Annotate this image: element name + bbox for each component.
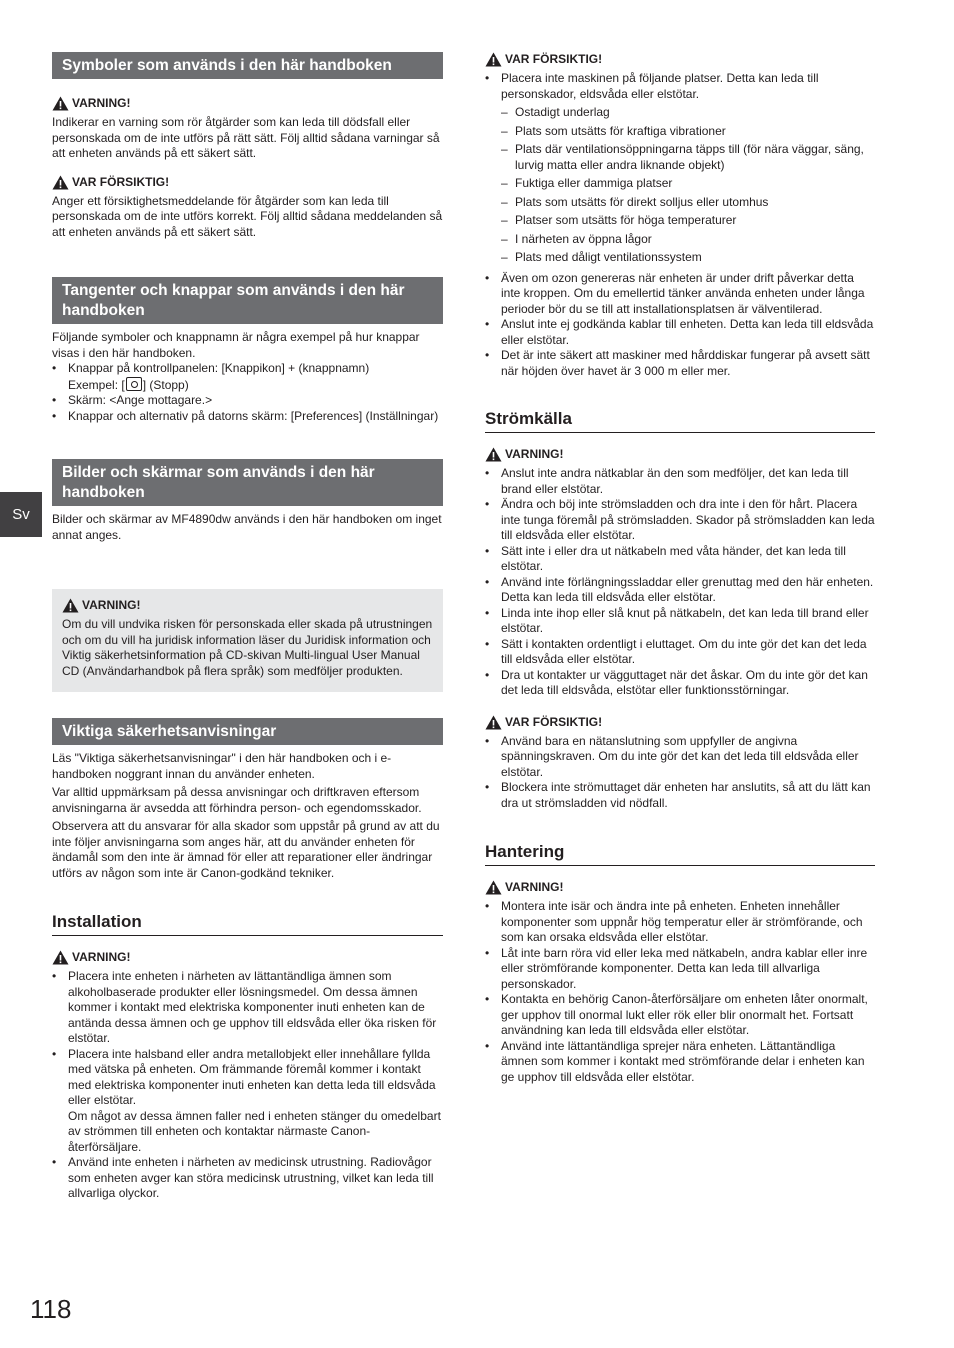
- list-item: – Plats med dåligt ventilationssystem: [501, 250, 875, 266]
- power-warning-list: [485, 466, 875, 699]
- location-list: [485, 105, 875, 266]
- section-heading-safety: Viktiga säkerhetsanvisningar: [52, 718, 443, 745]
- list-item: • Ändra och böj inte strömsladden och dra inte i den för hårt. Placera inte tunga föremål på strömsladden. Skador på strömsladden kan leda till eldsvåda eller elstötar.: [485, 497, 875, 544]
- list-item: • Det är inte säkert att maskiner med hårddiskar fungerar på avsett sätt när höjden över havet är 3 000 m eller mer.: [485, 348, 875, 379]
- list-item: [52, 361, 443, 393]
- warning-icon: [62, 598, 79, 613]
- caution-icon: [485, 715, 502, 730]
- warning-icon: [52, 96, 69, 111]
- section-heading-installation: Installation: [52, 911, 443, 936]
- warning-icon: [485, 447, 502, 462]
- list-item: • Använd inte lättantändliga sprejer nära enheten. Lättantändliga ämnen som kommer i kontakt med strömförande delar i enheten kan ge upphov till eldsvåda eller elstötar.: [485, 1039, 875, 1086]
- list-item: • Låt inte barn röra vid eller leka med nätkabeln, andra kablar eller inre eller strömförande komponenter. Detta kan leda till allvarliga personskador.: [485, 946, 875, 993]
- list-item: • Anslut inte andra nätkablar än den som medföljer, det kan leda till brand eller elstötar.: [485, 466, 875, 497]
- caution-icon: [485, 52, 502, 67]
- keys-intro: Följande symboler och knappnamn är några exempel på hur knappar visas i den här handboken.: [52, 330, 420, 360]
- list-item-text: Om något av dessa ämnen faller ned i enheten stänger du omedelbart av strömmen till enheten och kontaktar närmaste Canon-återförsäljare.: [68, 1108, 441, 1154]
- list-item: – Plats där ventilationsöppningarna täpps till (för nära väggar, säng, lurvig matta eller andra liknande objekt): [501, 142, 875, 173]
- box-text: Om du vill undvika risken för personskada eller skada på utrustningen och om du vill ha juridisk information läser du Juridisk information och Viktig säkerhetsinformation på CD-skivan Multi-lingual User Manual CD (Användarhandbok på flera språk) som medföljer produkten.: [62, 617, 433, 678]
- list-item: • Sätt i kontakten ordentligt i eluttaget. Om du inte gör det kan det leda till eldsvåda eller elstötar.: [485, 637, 875, 668]
- list-item: • Använd bara en nätanslutning som uppfyller de angivna spänningskraven. Om du inte gör det kan det leda till eldsvåda eller elstötar.: [485, 734, 875, 781]
- warning-label: [62, 598, 433, 613]
- list-item: • Även om ozon genereras när enheten är under drift påverkar detta inte kroppen. Om du emellertid tänker använda enheten under långa perioder bör du se till att installationsplatsen är välventilerad.: [485, 271, 875, 318]
- caution-label: [485, 52, 875, 67]
- handling-warning-list: [485, 899, 875, 1085]
- warning-label-text: VARNING!: [82, 598, 141, 612]
- list-item: [485, 71, 875, 266]
- list-item: • Använd inte enheten i närheten av medicinsk utrustning. Radiovågor som enheten avger kan störa medicinsk utrustning, vilket kan leda till allvarliga olyckor.: [52, 1155, 443, 1202]
- list-item: [52, 1047, 443, 1156]
- caution-label-text: VAR FÖRSIKTIG!: [505, 714, 603, 729]
- installation-caution-list: [485, 71, 875, 379]
- safety-paragraph: Observera att du ansvarar för alla skador som uppstår på grund av att du inte följer anvisningarna som anges här, att du använder enheten för ändamål som den inte är ämnad för eller att reparationer eller ändringar utförs av någon som inte är Canon-godkänd tekniker.: [52, 819, 440, 880]
- warning-label-text: VARNING!: [505, 447, 564, 461]
- list-item: • Linda inte ihop eller slå knut på nätkabeln, det kan leda till brand eller elstötar.: [485, 606, 875, 637]
- warning-label-text: VARNING!: [505, 880, 564, 894]
- left-column: [52, 52, 443, 1202]
- right-column: [485, 52, 875, 1085]
- important-warning-box: [52, 589, 443, 692]
- section-heading-symbols: Symboler som används i den här handboken: [52, 52, 443, 79]
- section-heading-images: Bilder och skärmar som används i den här handboken: [52, 459, 443, 506]
- warning-description: Indikerar en varning som rör åtgärder som kan leda till dödsfall eller personskada om de inte utförs på rätt sätt. Följ alltid sådana varningar så att enheten används på ett säkert sätt.: [52, 115, 440, 160]
- section-heading-power: Strömkälla: [485, 408, 875, 433]
- list-item: • Knappar och alternativ på datorns skärm: [Preferences] (Inställningar): [52, 409, 443, 425]
- warning-label-text: VARNING!: [72, 96, 131, 110]
- list-item: • Placera inte enheten i närheten av lättantändliga ämnen som alkoholbaserade produkter eller lösningsmedel. Om dessa ämnen kommer i kontakt med elektriska komponenter inuti enheten kan de antända dessa ämnen och ge upphov till eldsvåda eller öka risken för elstötar.: [52, 969, 443, 1047]
- caution-label-text: VAR FÖRSIKTIG!: [72, 174, 170, 189]
- warning-icon: [485, 880, 502, 895]
- list-item: – I närheten av öppna lågor: [501, 232, 875, 248]
- warning-label: [52, 950, 443, 965]
- caution-label: [485, 715, 875, 730]
- images-text: Bilder och skärmar av MF4890dw används i den här handboken om inget annat anges.: [52, 512, 442, 542]
- safety-paragraph: Läs "Viktiga säkerhetsanvisningar" i den här handboken och i e-handboken noggrant innan du använder enheten.: [52, 751, 392, 781]
- list-item: • Sätt inte i eller dra ut nätkabeln med våta händer, det kan leda till elstötar.: [485, 544, 875, 575]
- list-item: • Blockera inte strömuttaget där enheten har anslutits, så att du lätt kan dra ut strömsladden vid nödfall.: [485, 780, 875, 811]
- keys-example-prefix: Exempel: [: [68, 377, 125, 392]
- safety-paragraph: Var alltid uppmärksam på dessa anvisningar och driftkraven eftersom anvisningarna är avsedda att förhindra person- och egendomsskador.: [52, 785, 422, 815]
- page-number: 118: [30, 1294, 72, 1324]
- caution-label: [52, 175, 443, 190]
- list-item: • Montera inte isär och ändra inte på enheten. Enheten innehåller komponenter som uppnår hög temperatur eller är strömförande, och som kan orsaka eldsvåda eller elstötar.: [485, 899, 875, 946]
- keys-item-panel: Knappar på kontrollpanelen: [Knappikon] + (knappnamn): [68, 361, 370, 375]
- warning-label: [52, 96, 443, 111]
- warning-label-text: VARNING!: [72, 950, 131, 964]
- list-item: – Fuktiga eller dammiga platser: [501, 176, 875, 192]
- list-item: • Dra ut kontakter ur vägguttaget när det åskar. Om du inte gör det kan det leda till eldsvåda, elstötar eller funktionsstörningar.: [485, 668, 875, 699]
- list-item: • Använd inte förlängningssladdar eller grenuttag med den här enheten. Detta kan leda till eldsvåda eller elstötar.: [485, 575, 875, 606]
- list-item: – Plats som utsätts för direkt solljus eller utomhus: [501, 195, 875, 211]
- installation-warning-list: [52, 969, 443, 1202]
- stop-key-icon: [126, 377, 142, 391]
- warning-icon: [52, 950, 69, 965]
- warning-label: [485, 447, 875, 462]
- list-item: • Skärm: <Ange mottagare.>: [52, 393, 443, 409]
- caution-description: Anger ett försiktighetsmeddelande för åtgärder som kan leda till personskada om de inte utförs korrekt. Följ alltid sådana meddelanden så att enheten används på ett säkert sätt.: [52, 193, 443, 239]
- keys-example-suffix: ] (Stopp): [142, 377, 189, 392]
- warning-label: [485, 880, 875, 895]
- caution-icon: [52, 175, 69, 190]
- list-item: – Ostadigt underlag: [501, 105, 875, 121]
- list-item: – Plats som utsätts för kraftiga vibrationer: [501, 124, 875, 140]
- keys-list: [52, 361, 443, 424]
- section-heading-keys: Tangenter och knappar som används i den här handboken: [52, 277, 443, 324]
- power-caution-list: [485, 734, 875, 812]
- list-item: • Anslut inte ej godkända kablar till enheten. Detta kan leda till eldsvåda eller elstötar.: [485, 317, 875, 348]
- list-item-text: Placera inte maskinen på följande platser. Detta kan leda till personskador, eldsvåda eller elstötar.: [501, 71, 819, 101]
- list-item: • Kontakta en behörig Canon-återförsäljare om enheten låter onormalt, ger upphov till onormal lukt eller rök eller blir onormalt het. Fortsatt användning kan leda till eldsvåda eller elstötar.: [485, 992, 875, 1039]
- caution-label-text: VAR FÖRSIKTIG!: [505, 52, 603, 66]
- section-heading-handling: Hantering: [485, 841, 875, 866]
- language-tab: Sv: [0, 492, 42, 537]
- list-item-text: Placera inte halsband eller andra metallobjekt eller innehållare fyllda med vätska på enheten. Om främmande föremål kommer i kontakt med elektriska komponenter inuti enheten kan detta leda till eldsvåda eller elstötar.: [68, 1046, 436, 1107]
- list-item: – Platser som utsätts för höga temperaturer: [501, 213, 875, 229]
